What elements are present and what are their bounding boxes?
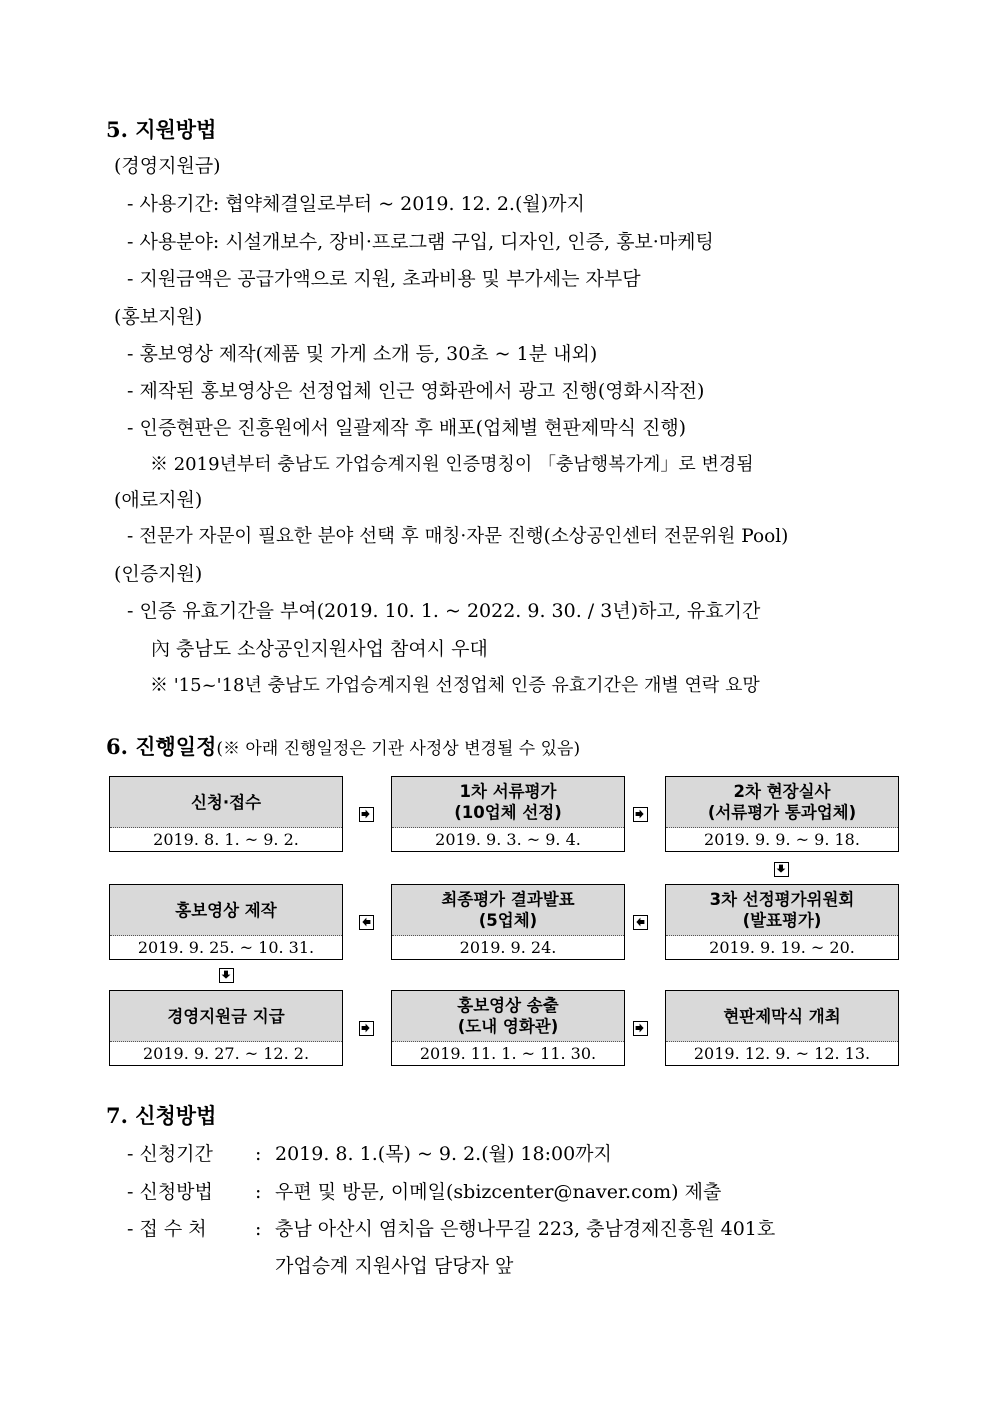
apply-row-continuation: 가업승계 지원사업 담당자 앞 bbox=[275, 1255, 514, 1277]
group-label-management-fund: (경영지원금) bbox=[114, 155, 221, 177]
step-date: 2019. 8. 1. ~ 9. 2. bbox=[153, 830, 299, 849]
step-title: 현판제막식 개최 bbox=[666, 991, 898, 1042]
step-fund-payment-box bbox=[109, 990, 343, 1066]
group-label-certification: (인증지원) bbox=[114, 563, 203, 585]
section5-title: 5. 지원방법 bbox=[106, 117, 217, 142]
step-plaque-ceremony-box bbox=[665, 990, 899, 1066]
list-item: - 제작된 홍보영상은 선정업체 인근 영화관에서 광고 진행(영화시작전) bbox=[127, 380, 705, 402]
step-site-inspection-box bbox=[665, 776, 899, 852]
step-title: 최종평가 결과발표 (5업체) bbox=[392, 885, 624, 936]
step-date: 2019. 9. 9. ~ 9. 18. bbox=[704, 830, 860, 849]
step-date: 2019. 9. 25. ~ 10. 31. bbox=[137, 938, 315, 957]
apply-row-label: - 접 수 처 bbox=[127, 1218, 207, 1240]
group-label-consulting: (애로지원) bbox=[114, 489, 203, 511]
apply-row-sep: : bbox=[255, 1143, 262, 1165]
step-video-production-box bbox=[109, 884, 343, 960]
apply-row-label: - 신청방법 bbox=[127, 1181, 213, 1203]
arrow-right-icon bbox=[633, 1021, 648, 1036]
note-line: ※ '15~'18년 충남도 가업승계지원 선정업체 인증 유효기간은 개별 연락 요망 bbox=[150, 675, 760, 696]
note-line: ※ 2019년부터 충남도 가업승계지원 인증명칭이 「충남행복가게」로 변경됨 bbox=[150, 454, 754, 475]
step-date: 2019. 9. 24. bbox=[459, 938, 557, 957]
step-date: 2019. 9. 19. ~ 20. bbox=[709, 938, 855, 957]
apply-row-label: - 신청기간 bbox=[127, 1143, 213, 1165]
step-date: 2019. 12. 9. ~ 12. 13. bbox=[693, 1044, 871, 1063]
group-label-promotion: (홍보지원) bbox=[114, 306, 203, 328]
step-title: 신청·접수 bbox=[110, 777, 342, 828]
step-title: 2차 현장실사 (서류평가 통과업체) bbox=[666, 777, 898, 828]
apply-row-value: 2019. 8. 1.(목) ~ 9. 2.(월) 18:00까지 bbox=[275, 1143, 612, 1165]
arrow-left-icon bbox=[633, 915, 648, 930]
step-video-broadcast-box bbox=[391, 990, 625, 1066]
list-item: - 사용기간: 협약체결일로부터 ~ 2019. 12. 2.(월)까지 bbox=[127, 193, 585, 215]
list-item: - 전문가 자문이 필요한 분야 선택 후 매칭·자문 진행(소상공인센터 전문위원 Pool) bbox=[127, 526, 789, 547]
apply-row bbox=[127, 1141, 213, 1167]
apply-row-value: 우편 및 방문, 이메일(sbizcenter@naver.com) 제출 bbox=[275, 1181, 722, 1203]
apply-row-sep: : bbox=[255, 1218, 262, 1240]
step-date: 2019. 11. 1. ~ 11. 30. bbox=[419, 1044, 597, 1063]
section6-title-text: 6. 진행일정 bbox=[106, 734, 217, 759]
arrow-right-icon bbox=[633, 807, 648, 822]
apply-row-value: 충남 아산시 염치읍 은행나무길 223, 충남경제진흥원 401호 bbox=[275, 1218, 776, 1240]
list-item: - 인증 유효기간을 부여(2019. 10. 1. ~ 2022. 9. 30. / 3년)하고, 유효기간 bbox=[127, 600, 761, 622]
arrow-right-icon bbox=[359, 807, 374, 822]
step-date: 2019. 9. 3. ~ 9. 4. bbox=[435, 830, 581, 849]
list-item: - 인증현판은 진흥원에서 일괄제작 후 배포(업체별 현판제막식 진행) bbox=[127, 417, 687, 439]
section6-title bbox=[106, 733, 580, 763]
step-apply-box bbox=[109, 776, 343, 852]
step-title: 3차 선정평가위원회 (발표평가) bbox=[666, 885, 898, 936]
list-item: - 지원금액은 공급가액으로 지원, 초과비용 및 부가세는 자부담 bbox=[127, 268, 641, 290]
step-title: 홍보영상 송출 (도내 영화관) bbox=[392, 991, 624, 1042]
step-document-review-box bbox=[391, 776, 625, 852]
section7-title: 7. 신청방법 bbox=[106, 1103, 217, 1128]
step-title: 1차 서류평가 (10업체 선정) bbox=[392, 777, 624, 828]
step-date: 2019. 9. 27. ~ 12. 2. bbox=[142, 1044, 310, 1063]
step-title: 경영지원금 지급 bbox=[110, 991, 342, 1042]
step-committee-review-box bbox=[665, 884, 899, 960]
list-item: - 사용분야: 시설개보수, 장비·프로그램 구입, 디자인, 인증, 홍보·마케팅 bbox=[127, 231, 714, 253]
arrow-down-icon bbox=[774, 862, 789, 877]
section6-title-note: (※ 아래 진행일정은 기관 사정상 변경될 수 있음) bbox=[216, 739, 581, 759]
apply-row-sep: : bbox=[255, 1181, 262, 1203]
list-item-continued: 內 충남도 소상공인지원사업 참여시 우대 bbox=[151, 638, 488, 660]
step-title: 홍보영상 제작 bbox=[110, 885, 342, 936]
arrow-right-icon bbox=[359, 1021, 374, 1036]
arrow-down-icon bbox=[219, 968, 234, 983]
step-final-announcement-box bbox=[391, 884, 625, 960]
arrow-left-icon bbox=[359, 915, 374, 930]
list-item: - 홍보영상 제작(제품 및 가게 소개 등, 30초 ~ 1분 내외) bbox=[127, 343, 598, 365]
